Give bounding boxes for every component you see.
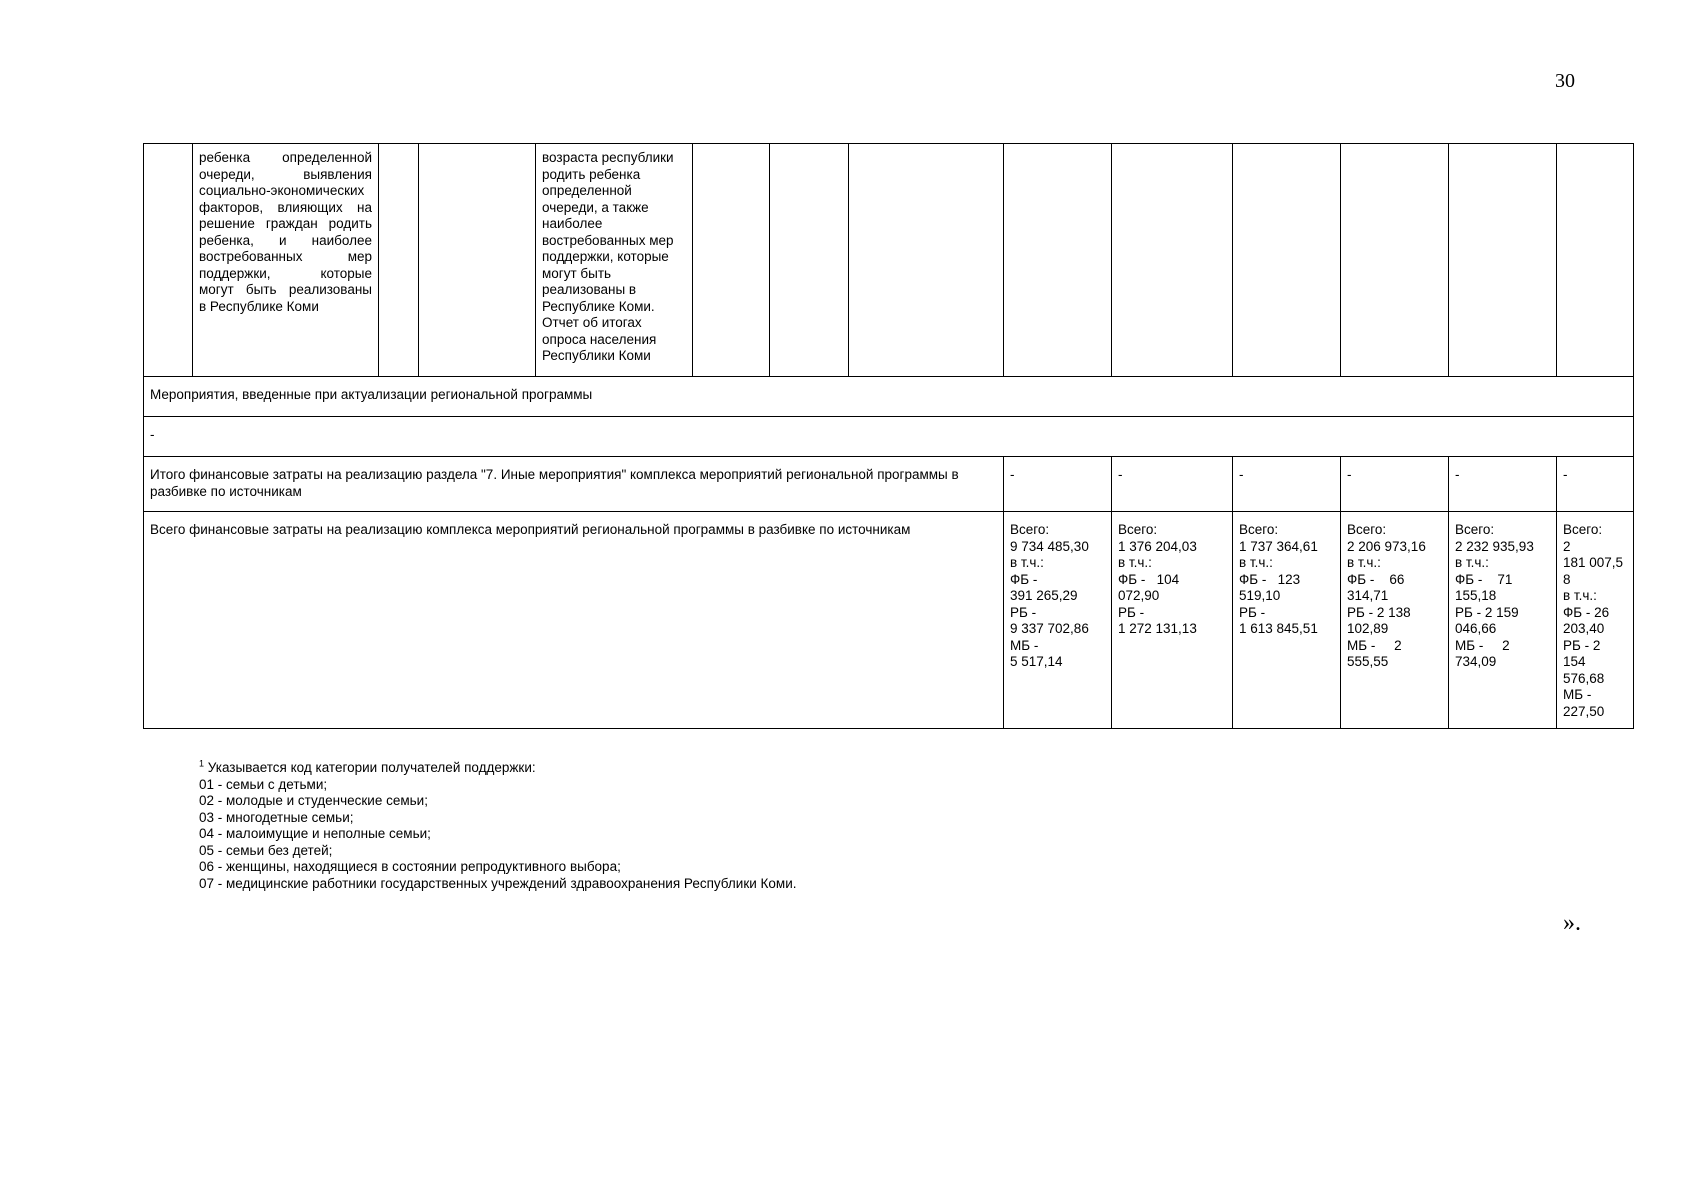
footnote-marker: 1	[199, 758, 205, 769]
table-cell	[770, 144, 849, 377]
text-line: ребенка, и наиболее	[199, 232, 372, 248]
fin-line: РБ - 2	[1563, 637, 1601, 653]
result-description-cell	[536, 144, 693, 377]
text-line: очереди, выявления	[199, 166, 372, 182]
subtotal-row	[144, 457, 1634, 512]
footnote-item: 03 - многодетные семьи;	[199, 809, 354, 825]
fin-line: 1 376 204,03	[1118, 538, 1197, 554]
fin-line: в т.ч.:	[1455, 555, 1489, 570]
text-line: Республики Коми	[542, 348, 651, 363]
fin-line: в т.ч.:	[1563, 588, 1597, 603]
subtotal-value: -	[1112, 457, 1233, 512]
fin-line: Всего:	[1455, 522, 1495, 537]
footnote-item: 02 - молодые и студенческие семьи;	[199, 793, 428, 808]
subtotal-value: -	[1449, 457, 1557, 512]
fin-line: РБ -	[1118, 604, 1145, 620]
text-line: определенной	[542, 183, 632, 198]
fin-line: 154	[1563, 654, 1586, 669]
text-line: очереди, а также	[542, 199, 649, 215]
table-cell	[1112, 144, 1233, 377]
text-line: востребованных мер	[199, 249, 372, 264]
total-financing-cell	[1449, 512, 1557, 729]
footnote-item: 01 - семьи с детьми;	[199, 776, 328, 792]
fin-line: 734,09	[1455, 654, 1497, 669]
fin-line: РБ - 2 159	[1455, 604, 1519, 620]
fin-line: Всего:	[1347, 522, 1387, 537]
table-cell	[1233, 144, 1341, 377]
table-row	[144, 377, 1634, 417]
text-line: реализованы в	[542, 282, 637, 297]
text-line: социально-экономических	[199, 183, 365, 198]
fin-line: РБ - 2 138	[1347, 604, 1411, 620]
fin-line: 203,40	[1563, 621, 1605, 636]
page-number: 30	[1555, 70, 1575, 92]
fin-line: 5 517,14	[1010, 654, 1063, 669]
table-cell	[693, 144, 770, 377]
text-line: Отчет об итогах	[542, 315, 642, 330]
text-line: наиболее	[542, 216, 603, 231]
fin-line: РБ -	[1239, 604, 1266, 620]
fin-line: 155,18	[1455, 588, 1497, 603]
subtotal-label: Итого финансовые затраты на реализацию раздела "7. Иные мероприятия" комплекса мероприятий региональной программы в разбивке по источникам	[144, 457, 1004, 512]
fin-line: РБ -	[1010, 604, 1037, 620]
fin-line: ФБ - 26	[1563, 604, 1610, 620]
total-financing-cell	[1341, 512, 1449, 729]
subtotal-value: -	[1341, 457, 1449, 512]
subtotal-value: -	[1233, 457, 1341, 512]
program-table	[143, 143, 1634, 729]
table-cell	[1449, 144, 1557, 377]
section-header: Мероприятия, введенные при актуализации региональной программы	[144, 377, 1634, 417]
text-line: решение граждан родить	[199, 216, 372, 231]
closing-quote-mark: ».	[1563, 910, 1581, 936]
text-line: могут быть	[542, 265, 612, 281]
table-cell	[1341, 144, 1449, 377]
table-cell	[379, 144, 419, 377]
table-row	[144, 144, 1634, 377]
footnote-item: 07 - медицинские работники государственных учреждений здравоохранения Республики Коми.	[199, 875, 797, 891]
fin-line: 391 265,29	[1010, 588, 1078, 603]
table-cell	[144, 144, 193, 377]
fin-line: в т.ч.:	[1010, 555, 1044, 570]
footnote-intro-text: Указывается код категории получателей поддержки:	[204, 760, 536, 775]
footnote-item: 05 - семьи без детей;	[199, 842, 333, 858]
fin-line: 1 272 131,13	[1118, 621, 1197, 636]
table-cell	[849, 144, 1004, 377]
text-line: ребенка определенной	[199, 150, 372, 165]
fin-line: в т.ч.:	[1118, 555, 1152, 570]
fin-line: ФБ - 71	[1455, 571, 1513, 587]
fin-line: ФБ - 104	[1118, 571, 1180, 587]
fin-line: МБ -	[1563, 687, 1592, 702]
footnotes	[199, 760, 796, 892]
total-financing-cell	[1233, 512, 1341, 729]
footnote-item: 06 - женщины, находящиеся в состоянии репродуктивного выбора;	[199, 859, 621, 874]
subtotal-value: -	[1557, 457, 1634, 512]
total-financing-cell	[1112, 512, 1233, 729]
total-financing-cell	[1557, 512, 1634, 729]
fin-line: МБ -	[1010, 637, 1039, 653]
fin-line: 2	[1563, 538, 1571, 554]
fin-line: 181 007,5	[1563, 555, 1624, 570]
fin-line: 519,10	[1239, 588, 1281, 603]
total-financing-cell	[1004, 512, 1112, 729]
fin-line: Всего:	[1563, 522, 1603, 537]
text-line: возраста республики	[542, 150, 674, 165]
fin-line: 102,89	[1347, 621, 1389, 636]
fin-line: 072,90	[1118, 588, 1160, 603]
table-cell	[419, 144, 536, 377]
text-line: Республике Коми.	[542, 298, 655, 314]
fin-line: Всего:	[1118, 522, 1158, 537]
fin-line: 9 337 702,86	[1010, 621, 1089, 636]
fin-line: Всего:	[1239, 522, 1279, 537]
text-line: опроса населения	[542, 331, 657, 347]
fin-line: в т.ч.:	[1347, 555, 1381, 570]
fin-line: МБ - 2	[1455, 637, 1510, 653]
text-line: востребованных мер	[542, 232, 674, 248]
fin-line: ФБ - 66	[1347, 571, 1405, 587]
measure-description-cell	[193, 144, 379, 377]
empty-row-dash: -	[144, 417, 1634, 457]
fin-line: 1 613 845,51	[1239, 621, 1318, 636]
subtotal-value: -	[1004, 457, 1112, 512]
fin-line: 227,50	[1563, 703, 1605, 719]
table-cell	[1557, 144, 1634, 377]
fin-line: Всего:	[1010, 522, 1050, 537]
fin-line: 2 232 935,93	[1455, 538, 1534, 554]
text-line: поддержки, которые	[542, 249, 669, 264]
footnote-intro	[199, 760, 796, 777]
fin-line: 8	[1563, 571, 1571, 587]
total-row	[144, 512, 1634, 729]
fin-line: МБ - 2	[1347, 637, 1402, 653]
text-line: в Республике Коми	[199, 298, 319, 314]
table-row	[144, 417, 1634, 457]
footnote-item: 04 - малоимущие и неполные семьи;	[199, 826, 431, 841]
text-line: факторов, влияющих на	[199, 199, 372, 215]
fin-line: 314,71	[1347, 588, 1389, 603]
fin-line: в т.ч.:	[1239, 555, 1273, 570]
fin-line: 1 737 364,61	[1239, 538, 1318, 554]
fin-line: 555,55	[1347, 654, 1389, 669]
total-label: Всего финансовые затраты на реализацию комплекса мероприятий региональной программы в разбивке по источникам	[144, 512, 1004, 729]
fin-line: 9 734 485,30	[1010, 538, 1089, 554]
text-line: родить ребенка	[542, 166, 641, 182]
text-line: поддержки, которые	[199, 265, 372, 281]
text-line: могут быть реализованы	[199, 282, 372, 297]
table-cell	[1004, 144, 1112, 377]
fin-line: 046,66	[1455, 621, 1497, 636]
fin-line: ФБ -	[1010, 571, 1038, 587]
fin-line: 2 206 973,16	[1347, 538, 1426, 554]
fin-line: ФБ - 123	[1239, 571, 1301, 587]
fin-line: 576,68	[1563, 670, 1605, 686]
